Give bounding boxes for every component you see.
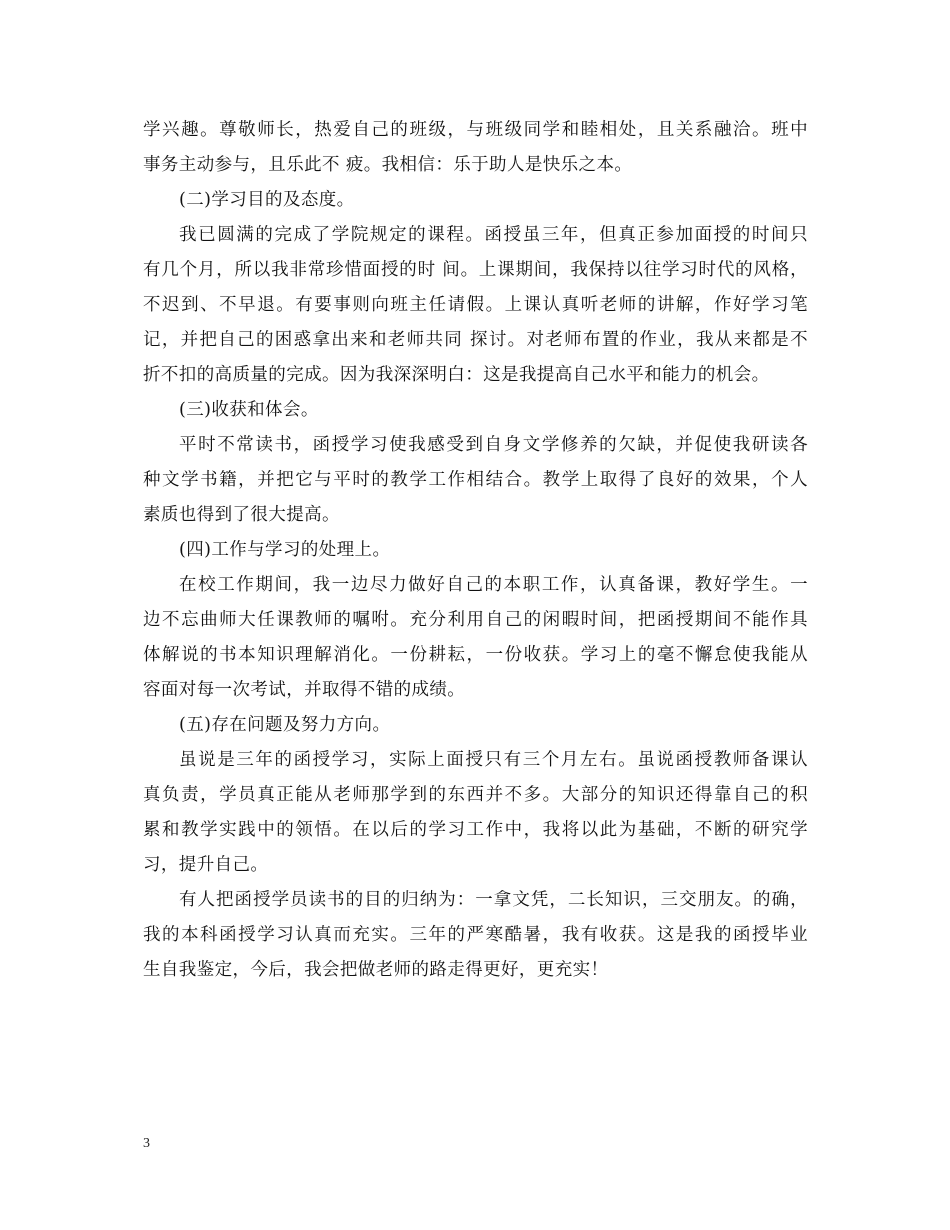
- paragraph-line: 生自我鉴定，今后，我会把做老师的路走得更好，更充实！: [143, 960, 609, 980]
- paragraph-line: 平时不常读书，函授学习使我感受到自身文学修养的欠缺，并促使我研读各: [179, 435, 808, 455]
- paragraph-line: 折不扣的高质量的完成。因为我深深明白：这是我提高自己水平和能力的机会。: [143, 365, 770, 385]
- paragraph-line: 边不忘曲师大任课教师的嘱咐。充分利用自己的闲暇时间，把函授期间不能作具: [143, 610, 808, 630]
- section-heading: (二)学习目的及态度。: [179, 190, 355, 210]
- paragraph-line: 虽说是三年的函授学习，实际上面授只有三个月左右。虽说函授教师备课认: [179, 750, 808, 770]
- paragraph-line: 我的本科函授学习认真而充实。三年的严寒酷暑，我有收获。这是我的函授毕业: [143, 925, 808, 945]
- section-heading: (五)存在问题及努力方向。: [179, 715, 391, 735]
- paragraph-line: 事务主动参与，且乐此不 疲。我相信：乐于助人是快乐之本。: [143, 155, 633, 175]
- section-heading: (四)工作与学习的处理上。: [179, 540, 391, 560]
- paragraph-line: 真负责，学员真正能从老师那学到的东西并不多。大部分的知识还得靠自己的积: [143, 785, 808, 805]
- document-body: [143, 113, 808, 988]
- paragraph-line: 体解说的书本知识理解消化。一份耕耘，一份收获。学习上的毫不懈怠使我能从: [143, 645, 808, 665]
- paragraph-line: 素质也得到了很大提高。: [143, 505, 340, 525]
- page-number: 3: [143, 1136, 150, 1151]
- paragraph-line: 有人把函授学员读书的目的归纳为：一拿文凭，二长知识，三交朋友。的确，: [179, 890, 808, 910]
- paragraph-line: 容面对每一次考试，并取得不错的成绩。: [143, 680, 466, 700]
- paragraph-line: 有几个月，所以我非常珍惜面授的时 间。上课期间，我保持以往学习时代的风格，: [143, 260, 808, 280]
- paragraph-line: 习，提升自己。: [143, 855, 269, 875]
- paragraph-line: 我已圆满的完成了学院规定的课程。函授虽三年，但真正参加面授的时间只: [179, 225, 808, 245]
- paragraph-line: 学兴趣。尊敬师长，热爱自己的班级，与班级同学和睦相处，且关系融洽。班中: [143, 120, 808, 140]
- paragraph-line: 不迟到、不早退。有要事则向班主任请假。上课认真听老师的讲解，作好学习笔: [143, 295, 808, 315]
- paragraph-line: 累和教学实践中的领悟。在以后的学习工作中，我将以此为基础，不断的研究学: [143, 820, 808, 840]
- paragraph-line: 种文学书籍，并把它与平时的教学工作相结合。教学上取得了良好的效果，个人: [143, 470, 808, 490]
- section-heading: (三)收获和体会。: [179, 400, 319, 420]
- paragraph-line: 记，并把自己的困惑拿出来和老师共同 探讨。对老师布置的作业，我从来都是不: [143, 330, 808, 350]
- paragraph-line: 在校工作期间，我一边尽力做好自己的本职工作，认真备课，教好学生。一: [179, 575, 808, 595]
